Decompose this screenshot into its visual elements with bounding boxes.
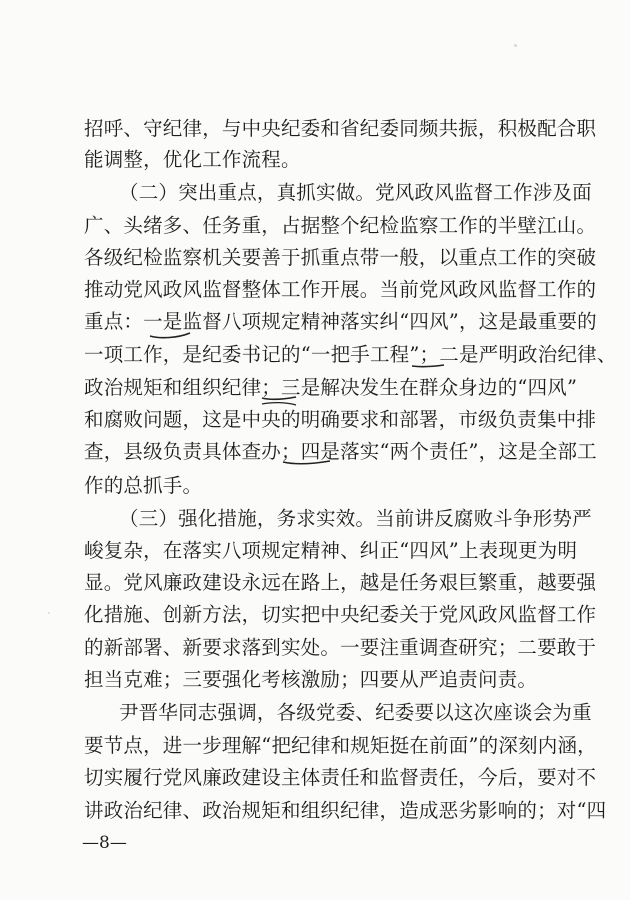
text-line-4: 广、头绪多、任务重，占据整个纪检监察工作的半壁江山。: [84, 214, 597, 237]
text-line-22: 讲政治纪律、政治规矩和组织纪律，造成恶劣影响的；对“四: [84, 799, 607, 822]
text-line-21: 切实履行党风廉政建设主体责任和监督责任，今后，要对不: [84, 766, 597, 789]
text-line-11: 查，县级负责具体查办；四是落实“两个责任”，这是全部工: [84, 440, 597, 463]
text-line-18: 担当克难；三要强化考核激励；四要从严追责问责。: [84, 668, 538, 691]
scan-speck: [514, 44, 517, 47]
text-line-14: 峻复杂，在落实八项规定精神、纠正“四风”上表现更为明: [84, 539, 578, 562]
text-line-20: 要节点，进一步理解“把纪律和规矩挺在前面”的深刻内涵，: [84, 734, 597, 757]
text-line-16: 化措施、创新方法，切实把中央纪委关于党风政风监督工作: [84, 603, 597, 626]
text-line-10: 和腐败问题，这是中央的明确要求和部署，市级负责集中排: [84, 408, 597, 431]
text-line-17: 的新部署、新要求落到实处。一要注重调查研究；二要敢于: [84, 636, 597, 659]
text-line-2: 能调整，优化工作流程。: [84, 148, 301, 171]
text-line-12: 作的总抓手。: [84, 474, 203, 497]
underline-zhong-yang: [262, 403, 296, 405]
text-line-19: 尹晋华同志强调，各级党委、纪委要以这次座谈会为重: [119, 701, 592, 724]
text-line-1: 招呼、守纪律，与中央纪委和省纪委同频共振，积极配合职: [84, 117, 597, 140]
text-line-13: （三）强化措施，务求实效。当前讲反腐败斗争形势严: [119, 507, 592, 530]
text-line-9: 政治规矩和组织纪律；三是解决发生在群众身边的“四风”: [84, 376, 578, 399]
scan-speck: [48, 612, 50, 614]
text-line-7: 重点：一是监督八项规定精神落实纠“四风”，这是最重要的: [84, 310, 597, 333]
text-line-5: 各级纪检监察机关要善于抓重点带一般，以重点工作的突破: [84, 246, 597, 269]
text-line-3: （二）突出重点，真抓实做。党风政风监督工作涉及面: [119, 181, 592, 204]
text-line-6: 推动党风政风监督整体工作开展。当前党风政风监督工作的: [84, 278, 597, 301]
text-line-8: 一项工作，是纪委书记的“一把手工程”；二是严明政治纪律、: [84, 343, 617, 366]
text-line-15: 显。党风廉政建设永远在路上，越是任务艰巨繁重，越要强: [84, 571, 597, 594]
page-number: —8—: [82, 833, 127, 853]
